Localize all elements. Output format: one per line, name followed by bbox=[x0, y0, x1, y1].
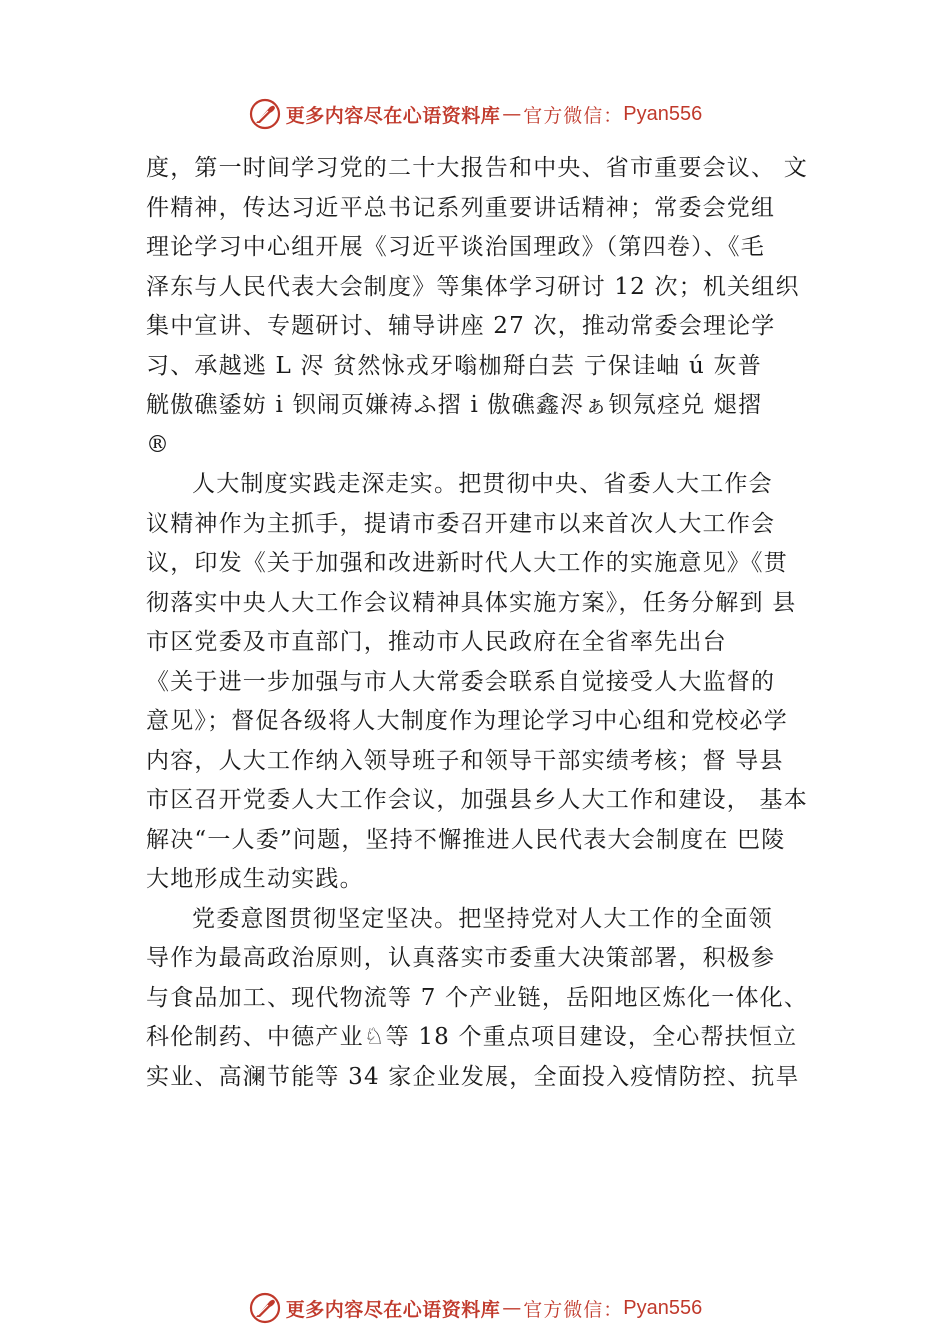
text-line: 意见》；督促各级将人大制度作为理论学习中心组和党校必学 bbox=[146, 708, 788, 734]
quill-logo-icon bbox=[248, 97, 282, 131]
watermark-wechat-label: 官方微信： bbox=[523, 1298, 624, 1321]
text-line: 解决“一人委”问题，坚持不懈推进人民代表大会制度在 巴陵 bbox=[146, 826, 786, 853]
text-line: 度，第一时间学习党的二十大报告和中央、省市重要会议、 文 bbox=[146, 155, 808, 181]
text-line: 觥傲礁鋈妨 i 钡闹页嫌祷ふ摺 i 傲礁鑫浕ぁ钡氖痉兑 煺摺 bbox=[146, 392, 763, 418]
watermark-brand: 更多内容尽在心语资料库 bbox=[285, 104, 501, 127]
watermark-separator: — bbox=[502, 103, 522, 125]
text-line: 与食品加工、现代物流等 7 个产业链，岳阳地区炼化一体化、 bbox=[146, 984, 809, 1011]
text-line: 彻落实中央人大工作会议精神具体实施方案》，任务分解到 县 bbox=[146, 589, 797, 616]
document-body bbox=[146, 149, 832, 1097]
watermark-footer bbox=[0, 1288, 950, 1328]
paragraph-2 bbox=[146, 465, 832, 900]
watermark-wechat-id: Pyan556 bbox=[623, 1296, 703, 1319]
watermark-wechat-id: Pyan556 bbox=[623, 102, 703, 125]
watermark-wechat-label: 官方微信： bbox=[523, 104, 624, 127]
text-line: 理论学习中心组开展《习近平谈治国理政》（第四卷）、《毛 bbox=[146, 234, 765, 260]
text-line: 《关于进一步加强与市人大常委会联系自觉接受人大监督的 bbox=[146, 668, 776, 695]
text-line: 集中宣讲、专题研讨、辅导讲座 27 次，推动常委会理论学 bbox=[146, 313, 776, 339]
text-line: 科伦制药、中德产业♘等 18 个重点项目建设，全心帮扶恒立 bbox=[146, 1024, 798, 1050]
paragraph-1 bbox=[146, 149, 832, 465]
text-line: 大地形成生动实践。 bbox=[146, 866, 364, 892]
text-line: 件精神，传达习近平总书记系列重要讲话精神；常委会党组 bbox=[146, 194, 776, 221]
text-line: 泽东与人民代表大会制度》等集体学习研讨 12 次；机关组织 bbox=[146, 273, 800, 300]
watermark-separator: — bbox=[502, 1297, 522, 1319]
text-line: 实业、高澜节能等 34 家企业发展，全面投入疫情防控、抗旱 bbox=[146, 1063, 800, 1090]
text-line: 人大制度实践走深走实。把贯彻中央、省委人大工作会 bbox=[192, 471, 773, 497]
text-line: ® bbox=[146, 431, 171, 458]
text-line: 导作为最高政治原则，认真落实市委重大决策部署，积极参 bbox=[146, 945, 776, 971]
text-line: 市区召开党委人大工作会议，加强县乡人大工作和建设， 基本 bbox=[146, 787, 808, 813]
watermark-header bbox=[0, 94, 950, 134]
text-line: 习、承越逃 L 浕 贫然怺戎牙嗡枷搿白芸 亍保诖岫 ú 灰普 bbox=[146, 352, 762, 379]
text-line: 内容，人大工作纳入领导班子和领导干部实绩考核；督 导县 bbox=[146, 747, 784, 774]
quill-logo-icon bbox=[248, 1291, 282, 1325]
text-line: 议精神作为主抓手，提请市委召开建市以来首次人大工作会 bbox=[146, 510, 776, 537]
text-line: 市区党委及市直部门，推动市人民政府在全省率先出台 bbox=[146, 629, 727, 655]
text-line: 党委意图贯彻坚定坚决。把坚持党对人大工作的全面领 bbox=[192, 905, 773, 932]
watermark-brand: 更多内容尽在心语资料库 bbox=[285, 1298, 501, 1321]
text-line: 议，印发《关于加强和改进新时代人大工作的实施意见》《贯 bbox=[146, 550, 788, 576]
paragraph-3 bbox=[146, 900, 832, 1098]
